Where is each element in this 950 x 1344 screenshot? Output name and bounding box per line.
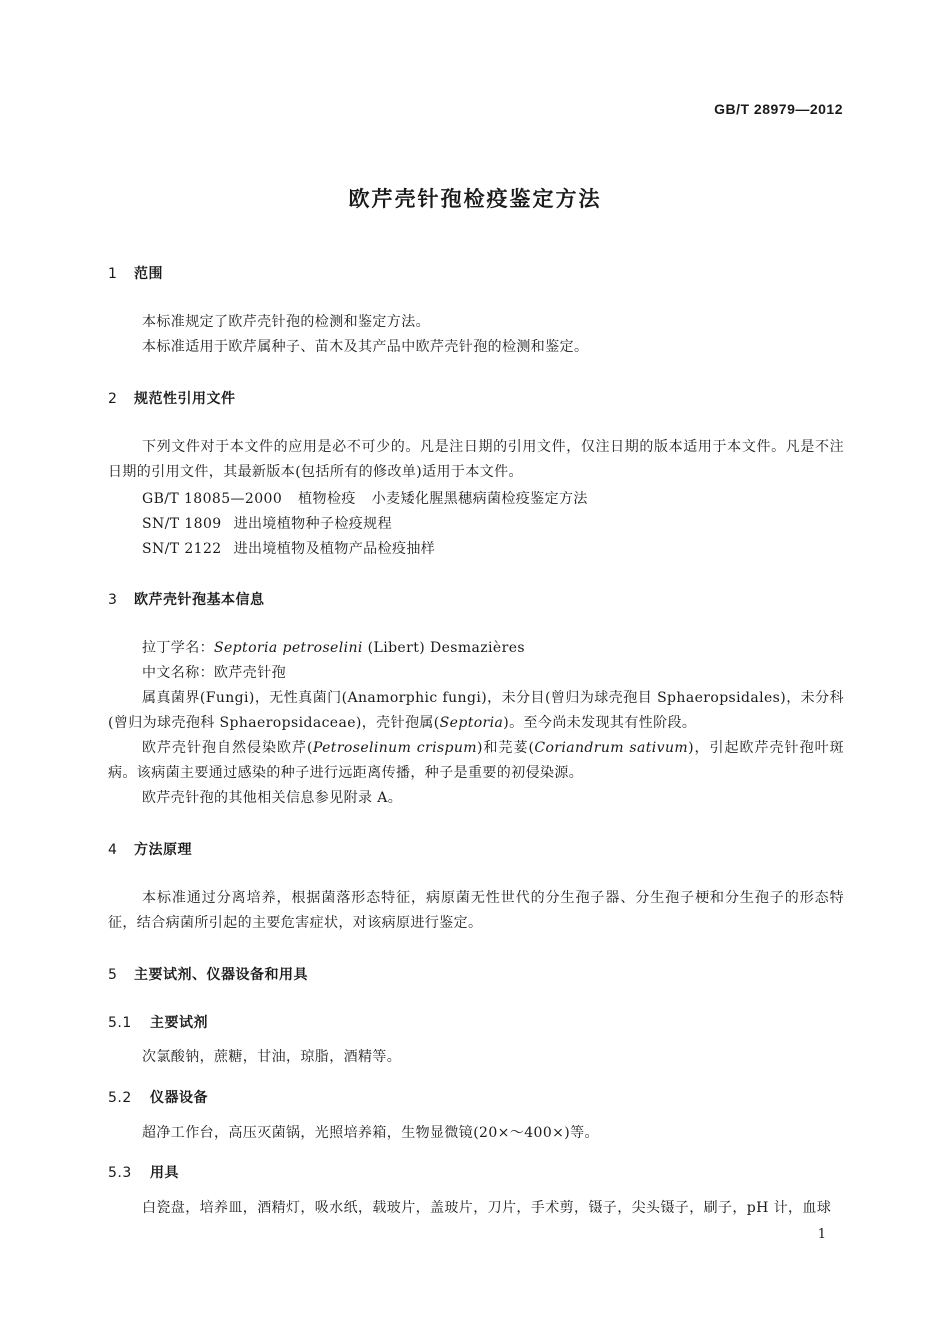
reference-name: 植物检疫 [298, 491, 356, 507]
paragraph: 下列文件对于本文件的应用是必不可少的。凡是注日期的引用文件，仅注日期的版本适用于本文件。凡是不注日期的引用文件，其最新版本(包括所有的修改单)适用于本文件。 [108, 439, 844, 480]
species-italic: Petroselinum crispum [312, 740, 477, 756]
text: )和芫荽( [476, 740, 535, 756]
reference-code: SN/T 1809 [142, 516, 222, 532]
section-3-body [108, 636, 844, 811]
section-5-1-heading [108, 1012, 208, 1032]
section-number: 5.2 [108, 1090, 132, 1106]
reference-item [142, 488, 588, 508]
reference-name-2: 小麦矮化腥黑穗病菌检疫鉴定方法 [371, 491, 588, 507]
genus-italic: Septoria [439, 715, 504, 731]
section-title: 规范性引用文件 [134, 391, 236, 407]
section-5-2-body [108, 1121, 844, 1146]
section-title: 主要试剂、仪器设备和用具 [134, 967, 308, 983]
reference-code: SN/T 2122 [142, 541, 222, 557]
section-5-2-heading [108, 1087, 208, 1107]
paragraph: 本标准适用于欧芹属种子、苗木及其产品中欧芹壳针孢的检测和鉴定。 [142, 339, 589, 355]
section-5-3-heading [108, 1162, 179, 1182]
species-italic: Coriandrum sativum [534, 740, 689, 756]
paragraph: 超净工作台，高压灭菌锅，光照培养箱，生物显微镜(20×～400×)等。 [142, 1125, 599, 1141]
section-title: 仪器设备 [150, 1090, 208, 1106]
latin-italic: Septoria petroselini [214, 640, 363, 656]
section-number: 3 [108, 592, 118, 608]
appendix-ref: 欧芹壳针孢的其他相关信息参见附录 A。 [142, 790, 403, 806]
standard-code: GB/T 28979—2012 [714, 101, 843, 117]
section-number: 5 [108, 967, 118, 983]
section-title: 主要试剂 [150, 1015, 208, 1031]
label: 拉丁学名： [142, 640, 214, 656]
chinese-name: 中文名称：欧芹壳针孢 [142, 665, 286, 681]
section-number: 5.1 [108, 1015, 132, 1031]
section-number: 1 [108, 266, 118, 282]
host-info [108, 736, 844, 786]
section-4-heading [108, 839, 192, 859]
section-5-3-body [108, 1196, 844, 1221]
paragraph: 本标准通过分离培养，根据菌落形态特征，病原菌无性世代的分生孢子器、分生孢子梗和分生孢子的形态特征，结合病菌所引起的主要危害症状，对该病原进行鉴定。 [108, 890, 844, 931]
section-number: 2 [108, 391, 118, 407]
reference-code: GB/T 18085—2000 [142, 491, 283, 507]
section-2-heading [108, 388, 236, 408]
paragraph: 本标准规定了欧芹壳针孢的检测和鉴定方法。 [142, 314, 430, 330]
reference-name: 进出境植物种子检疫规程 [233, 516, 392, 532]
section-title: 范围 [134, 266, 163, 282]
section-number: 4 [108, 842, 118, 858]
paragraph: 白瓷盘，培养皿，酒精灯，吸水纸，载玻片，盖玻片，刀片，手术剪，镊子，尖头镊子，刷子，pH 计，血球 [142, 1200, 832, 1216]
section-title: 用具 [150, 1165, 179, 1181]
section-1-heading [108, 263, 163, 283]
latin-author: (Libert) Desmazières [362, 640, 525, 656]
page-number: 1 [817, 1227, 826, 1242]
text: )。至今尚未发现其有性阶段。 [503, 715, 697, 731]
section-3-heading [108, 589, 265, 609]
section-2-intro [108, 435, 844, 485]
reference-item [142, 538, 435, 558]
section-5-heading [108, 964, 308, 984]
taxonomy [108, 686, 844, 736]
text: 属真菌界(Fungi)，无性真菌门(Anamorphic fungi)，未分目(曾归为球壳孢目 Sphaeropsidales)，未分科(曾归为球壳孢科 Sphaeropsidaceae)，壳针孢属( [108, 690, 844, 731]
paragraph: 次氯酸钠，蔗糖，甘油，琼脂，酒精等。 [142, 1049, 402, 1065]
section-number: 5.3 [108, 1165, 132, 1181]
document-title: 欧芹壳针孢检疫鉴定方法 [348, 187, 602, 211]
section-title: 欧芹壳针孢基本信息 [134, 592, 265, 608]
latin-name [108, 636, 844, 661]
section-5-1-body [108, 1045, 844, 1070]
reference-item [142, 513, 392, 533]
section-4-body [108, 886, 844, 936]
section-title: 方法原理 [134, 842, 192, 858]
text: )，引起欧芹壳针孢叶斑病。该病菌主要通过感染的种子进行远距离传播，种子是重要的初侵染源。 [108, 740, 844, 781]
section-1-body [108, 310, 844, 360]
text: 欧芹壳针孢自然侵染欧芹( [142, 740, 313, 756]
reference-name: 进出境植物及植物产品检疫抽样 [233, 541, 436, 557]
